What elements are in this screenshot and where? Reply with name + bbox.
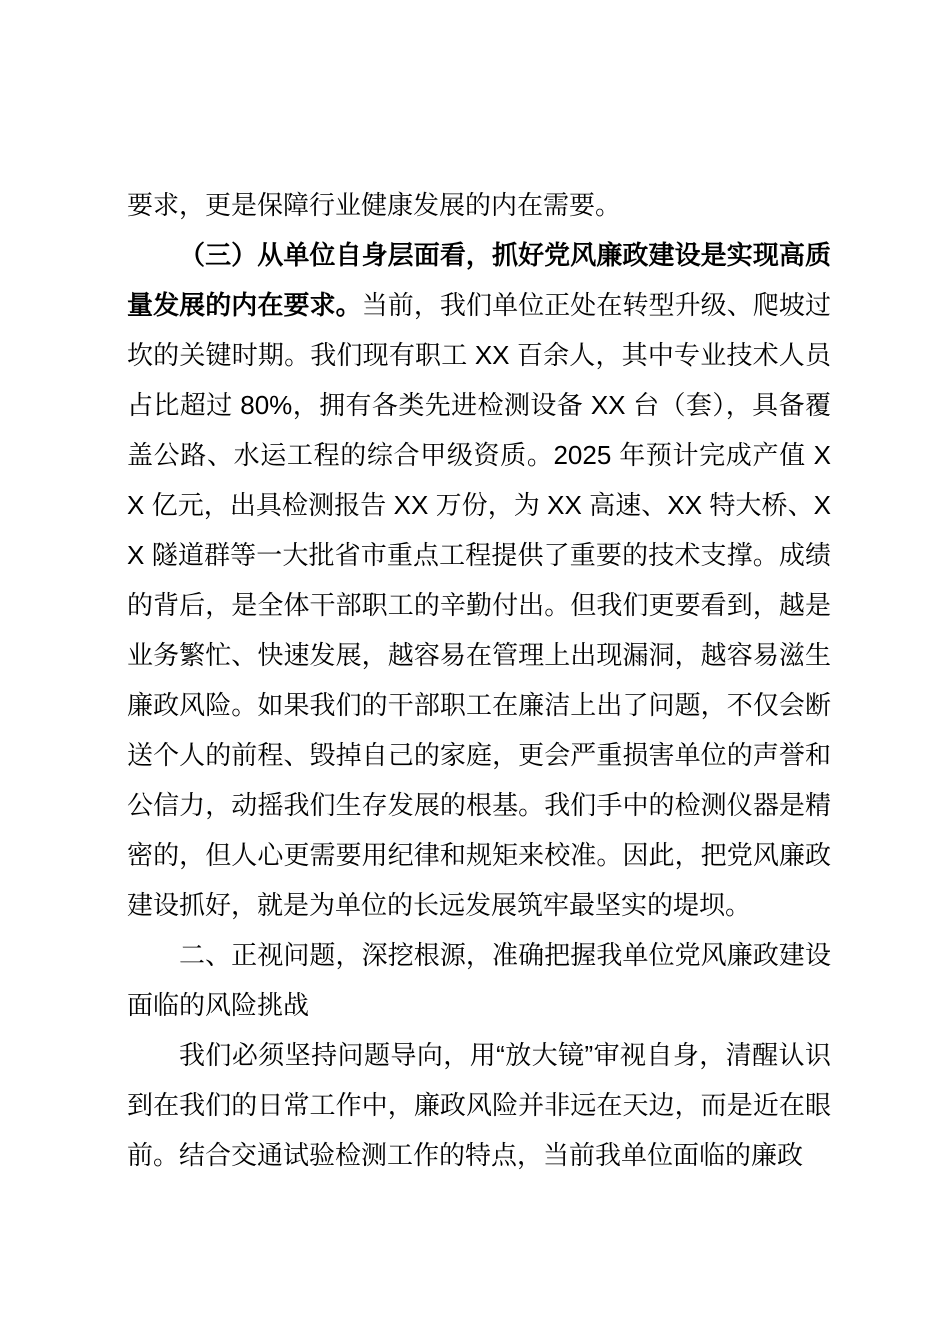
para-heading-two bbox=[127, 930, 831, 1030]
para-risk-intro bbox=[127, 1030, 831, 1180]
para-continuation bbox=[127, 180, 831, 230]
paragraph-run: 要求，更是保障行业健康发展的内在需要。 bbox=[127, 190, 622, 220]
paragraph-run: 当前，我们单位正处在转型升级、爬坡过坎的关键时期。我们现有职工 XX 百余人，其中专业技术人员占比超过 80%，拥有各类先进检测设备 XX 台（套），具备覆盖公路、水运工程的综合甲级资质。2025 年预计完成产值 XX 亿元，出具检测报告 XX 万份，为 XX 高速、XX 特大桥、XX 隧道群等一大批省市重点工程提供了重要的技术支撑。成绩的背后，是全体干部职工的辛勤付出。但我们更要看到，越是业务繁忙、快速发展，越容易在管理上出现漏洞，越容易滋生廉政风险。如果我们的干部职工在廉洁上出了问题，不仅会断送个人的前程、毁掉自己的家庭，更会严重损害单位的声誉和公信力，动摇我们生存发展的根基。我们手中的检测仪器是精密的，但人心更需要用纪律和规矩来校准。因此，把党风廉政建设抓好，就是为单位的长远发展筑牢最坚实的堤坝。 bbox=[127, 290, 831, 920]
para-section-three bbox=[127, 230, 831, 930]
paragraph-run: 二、正视问题，深挖根源，准确把握我单位党风廉政建设面临的风险挑战 bbox=[127, 940, 831, 1020]
paragraph-run: 我们必须坚持问题导向，用“放大镜”审视自身，清醒认识到在我们的日常工作中，廉政风险并非远在天边，而是近在眼前。结合交通试验检测工作的特点，当前我单位面临的廉政 bbox=[127, 1040, 831, 1170]
paragraph-run-bold: （三）从单位自身层面看，抓好党风廉政建设是实现高质量发展的内在要求。 bbox=[127, 240, 831, 320]
document-body bbox=[127, 180, 831, 1180]
